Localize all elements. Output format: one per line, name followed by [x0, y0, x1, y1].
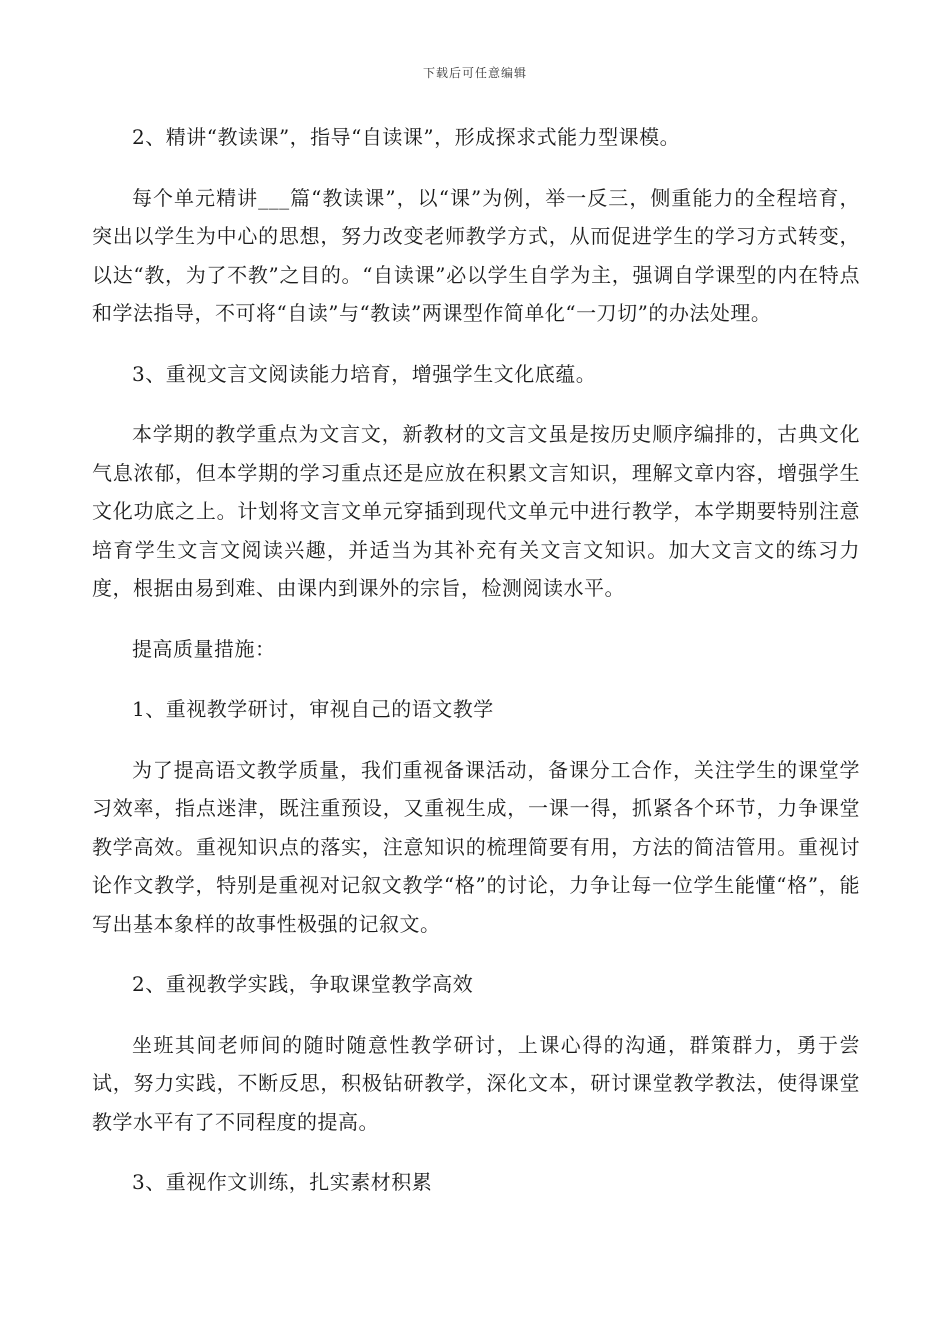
- body-paragraph: 每个单元精讲___篇“教读课”，以“课”为例，举一反三，侧重能力的全程培育，突出以学生为中心的思想，努力改变老师教学方式，从而促进学生的学习方式转变，以达“教，为了不教”之目的。“自读课”必以学生自学为主，强调自学课型的内在特点和学法指导，不可将“自读”与“教读”两课型作简单化“一刀切”的办法处理。: [92, 185, 860, 325]
- body-paragraph: 本学期的教学重点为文言文，新教材的文言文虽是按历史顺序编排的，古典文化气息浓郁，但本学期的学习重点还是应放在积累文言知识，理解文章内容，增强学生文化功底之上。计划将文言文单元穿插到现代文单元中进行教学，本学期要特别注意培育学生文言文阅读兴趣，并适当为其补充有关文言文知识。加大文言文的练习力度，根据由易到难、由课内到课外的宗旨，检测阅读水平。: [92, 422, 860, 600]
- section-heading: 3、重视作文训练，扎实素材积累: [132, 1170, 433, 1194]
- paragraph-gap: [92, 333, 860, 355]
- paragraph-gap: [92, 608, 860, 630]
- body-paragraph: 坐班其间老师间的随时随意性教学研讨，上课心得的沟通，群策群力，勇于尝试，努力实践，不断反思，积极钻研教学，深化文本，研讨课堂教学教法，使得课堂教学水平有了不同程度的提高。: [92, 1032, 860, 1134]
- paragraph-gap: [92, 668, 860, 690]
- section-heading: 2、重视教学实践，争取课堂教学高效: [132, 972, 474, 996]
- document-body: [92, 118, 860, 1202]
- paragraph-gap: [92, 393, 860, 415]
- paragraph-gap: [92, 1141, 860, 1163]
- section-heading: 2、精讲“教读课”，指导“自读课”，形成探求式能力型课模。: [132, 125, 681, 149]
- paragraph-gap: [92, 1004, 860, 1026]
- paragraph-gap: [92, 157, 860, 179]
- paragraph-gap: [92, 943, 860, 965]
- body-paragraph: 为了提高语文教学质量，我们重视备课活动，备课分工合作，关注学生的课堂学习效率，指点迷津，既注重预设，又重视生成，一课一得，抓紧各个环节，力争课堂教学高效。重视知识点的落实，注意知识的梳理简要有用，方法的简洁管用。重视讨论作文教学，特别是重视对记叙文教学“格”的讨论，力争让每一位学生能懂“格”，能写出基本象样的故事性极强的记叙文。: [92, 757, 860, 936]
- page-header-note: 下载后可任意编辑: [422, 66, 527, 80]
- section-title: 提高质量措施：: [132, 636, 276, 661]
- section-heading: 3、重视文言文阅读能力培育，增强学生文化底蕴。: [132, 361, 597, 386]
- paragraph-gap: [92, 729, 860, 751]
- section-heading: 1、重视教学研讨，审视自己的语文教学: [132, 697, 494, 721]
